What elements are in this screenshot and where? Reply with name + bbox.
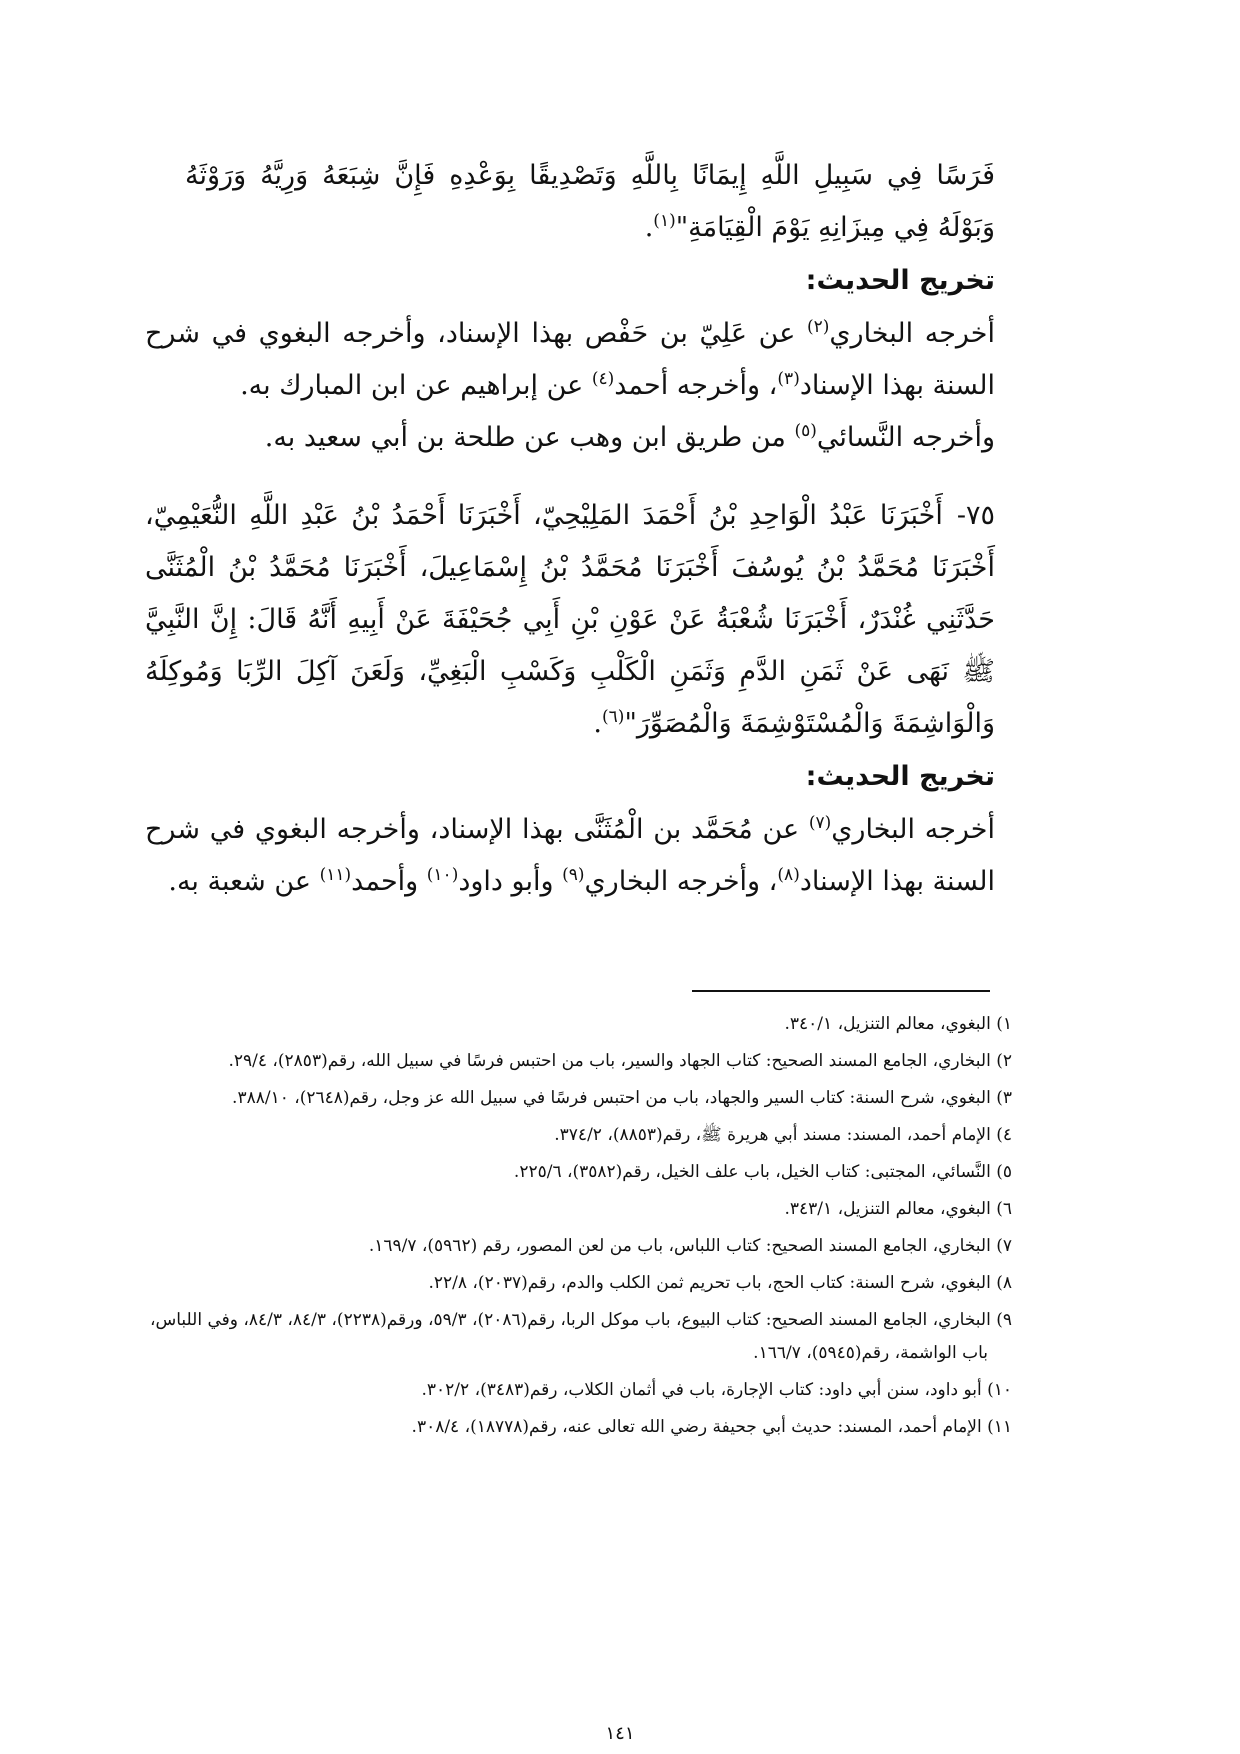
footnote-5: ٥) النَّسائي، المجتبى: كتاب الخيل، باب علف الخيل، رقم(٣٥٨٢)، ٢٢٥/٦. [513, 1162, 1012, 1182]
footnote-ref-1: (١) [653, 211, 676, 231]
footnote-ref-2: (٢) [806, 317, 830, 337]
footnote-ref-9: (٩) [562, 865, 585, 885]
main-text [145, 150, 995, 908]
footnote-8: ٨) البغوي، شرح السنة: كتاب الحج، باب تحريم ثمن الكلب والدم، رقم(٢٠٣٧)، ٢٢/٨. [428, 1273, 1012, 1293]
footnote-ref-6: (٦) [602, 707, 625, 727]
footnote-separator [692, 990, 990, 992]
footnote-3: ٣) البغوي، شرح السنة: كتاب السير والجهاد، باب من احتبس فرسًا في سبيل الله عز وجل، رقم(٢٦٤٨)، ٣٨٨/١٠. [232, 1088, 1012, 1108]
takhrij-1-text-b: عن عَلِيّ بن حَفْص بهذا الإسناد، وأخرجه البغوي في شرح السنة بهذا الإسناد [145, 318, 995, 401]
footnote-ref-5: (٥) [794, 421, 817, 441]
takhrij-heading-2: تخريج الحديث: [805, 761, 995, 792]
footnote-9: ٩) البخاري، الجامع المسند الصحيح: كتاب البيوع، باب موكل الربا، رقم(٢٠٨٦)، ٥٩/٣، ورقم(٢٢٣٨)، ٨٤/٣، ٨٤/٣، وفي اللباس، باب الواشمة، رقم(٥٩٤٥)، ١٦٦/٧. [150, 1310, 1012, 1363]
takhrij-1-text-a: أخرجه البخاري [829, 318, 995, 349]
footnote-4: ٤) الإمام أحمد، المسند: مسند أبي هريرة ﷺ، رقم(٨٨٥٣)، ٣٧٤/٢. [554, 1125, 1012, 1145]
takhrij-2-text-f: عن شعبة به. [168, 866, 320, 897]
hadith-75 [145, 490, 995, 750]
footnote-ref-11: (١١) [319, 865, 352, 885]
hadith-75-text: أَخْبَرَنَا عَبْدُ الْوَاحِدِ بْنُ أَحْمَدَ المَلِيْحِيّ، أَخْبَرَنَا أَحْمَدُ بْنُ عَبْدِ اللَّهِ النُّعَيْمِيّ، أَخْبَرَنَا مُحَمَّدُ بْنُ يُوسُفَ أَخْبَرَنَا مُحَمَّدُ بْنُ إِسْمَاعِيلَ، أَخْبَرَنَا مُحَمَّدُ بْنُ الْمُثَنَّى حَدَّثَنِي غُنْدَرٌ، أَخْبَرَنَا شُعْبَةُ عَنْ عَوْنِ بْنِ أَبِي جُحَيْفَةَ عَنْ أَبِيهِ أَنَّهُ قَالَ: إِنَّ النَّبِيَّ ﷺ نَهَى عَنْ ثَمَنِ الدَّمِ وَثَمَنِ الْكَلْبِ وَكَسْبِ الْبَغِيِّ، وَلَعَنَ آكِلَ الرِّبَا وَمُوكِلَهُ وَالْوَاشِمَةَ وَالْمُسْتَوْشِمَةَ وَالْمُصَوِّرَ" [145, 500, 995, 739]
hadith-75-end: . [593, 708, 603, 739]
footnote-ref-7: (٧) [808, 813, 832, 833]
footnote-1: ١) البغوي، معالم التنزيل، ٣٤٠/١. [784, 1014, 1012, 1034]
takhrij-1-p2-text-a: وأخرجه النَّسائي [816, 422, 995, 453]
quote-line-1: فَرَسًا فِي سَبِيلِ اللَّهِ إِيمَانًا بِاللَّهِ وَتَصْدِيقًا بِوَعْدِهِ فَإِنَّ شِبَعَهُ وَرِيَّهُ وَرَوْثَهُ وَبَوْلَهُ [185, 160, 995, 243]
takhrij-2-text-e: وأحمد [351, 866, 427, 897]
takhrij-1-paragraph-2 [145, 412, 995, 464]
quote-line-2: فِي مِيزَانِهِ يَوْمَ الْقِيَامَةِ" [675, 212, 930, 243]
footnote-7: ٧) البخاري، الجامع المسند الصحيح: كتاب اللباس، باب من لعن المصور، رقم (٥٩٦٢)، ١٦٩/٧. [368, 1236, 1012, 1256]
takhrij-1-text-d: عن إبراهيم عن ابن المبارك به. [240, 370, 592, 401]
takhrij-2-text-c: ، وأخرجه البخاري [584, 866, 778, 897]
takhrij-2-text-a: أخرجه البخاري [831, 814, 995, 845]
footnote-11: ١١) الإمام أحمد، المسند: حديث أبي جحيفة رضي الله تعالى عنه، رقم(١٨٧٧٨)، ٣٠٨/٤. [411, 1417, 1012, 1437]
footnote-ref-3: (٣) [777, 369, 800, 389]
takhrij-1-p2-text-b: من طريق ابن وهب عن طلحة بن أبي سعيد به. [264, 422, 795, 453]
takhrij-2-text-b: عن مُحَمَّد بن الْمُثَنَّى بهذا الإسناد، وأخرجه البغوي في شرح السنة بهذا الإسناد [145, 814, 995, 897]
hadith-number: ٧٥- [956, 500, 995, 531]
quote-end: . [644, 212, 654, 243]
takhrij-1-text-c: ، وأخرجه أحمد [614, 370, 778, 401]
footnote-ref-10: (١٠) [426, 865, 459, 885]
footnote-2: ٢) البخاري، الجامع المسند الصحيح: كتاب الجهاد والسير، باب من احتبس فرسًا في سبيل الله، رقم(٢٨٥٣)، ٢٩/٤. [228, 1051, 1012, 1071]
takhrij-2-text-d: وأبو داود [458, 866, 563, 897]
footnote-ref-4: (٤) [591, 369, 615, 389]
footnote-10: ١٠) أبو داود، سنن أبي داود: كتاب الإجارة، باب في أثمان الكلاب، رقم(٣٤٨٣)، ٣٠٢/٢. [421, 1380, 1012, 1400]
page-number: ١٤١ [605, 1723, 635, 1744]
footnote-ref-8: (٨) [777, 865, 800, 885]
takhrij-heading-1: تخريج الحديث: [805, 265, 995, 296]
takhrij-2-paragraph [145, 804, 995, 908]
takhrij-1-paragraph-1 [145, 308, 995, 412]
quote-continuation [145, 150, 995, 254]
footnote-6: ٦) البغوي، معالم التنزيل، ٣٤٣/١. [784, 1199, 1012, 1219]
footnotes [150, 1008, 1012, 1448]
